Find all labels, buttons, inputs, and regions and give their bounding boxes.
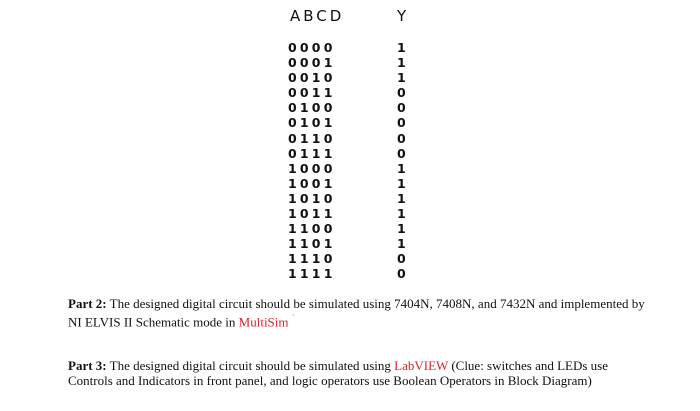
row-inputs: 0001 bbox=[288, 55, 336, 71]
row-inputs: 0110 bbox=[288, 130, 336, 146]
multisim-highlight: MultiSim bbox=[238, 314, 289, 330]
row-inputs: 0010 bbox=[288, 70, 336, 86]
table-row bbox=[284, 131, 424, 146]
row-output: 1 bbox=[397, 40, 406, 55]
row-inputs: 1010 bbox=[288, 190, 336, 206]
truth-table bbox=[284, 6, 424, 284]
table-row bbox=[284, 40, 424, 55]
table-row bbox=[284, 115, 424, 130]
row-output: 0 bbox=[397, 145, 406, 161]
table-row bbox=[284, 236, 424, 251]
row-output: 1 bbox=[397, 70, 406, 86]
table-row bbox=[284, 191, 424, 206]
table-row bbox=[284, 206, 424, 221]
row-output: 0 bbox=[397, 100, 406, 116]
row-output: 1 bbox=[397, 190, 406, 206]
row-inputs: 0011 bbox=[288, 85, 336, 101]
part2-label: Part 2: bbox=[68, 296, 107, 311]
row-output: 1 bbox=[397, 206, 406, 222]
row-inputs: 1011 bbox=[288, 206, 336, 222]
row-output: 0 bbox=[397, 85, 406, 101]
table-row bbox=[284, 251, 424, 266]
row-inputs: 1100 bbox=[288, 221, 336, 237]
row-inputs: 1110 bbox=[288, 251, 336, 267]
inputs-header: ABCD bbox=[290, 7, 345, 25]
row-inputs: 1001 bbox=[288, 175, 336, 191]
output-header: Y bbox=[397, 7, 410, 25]
table-row bbox=[284, 221, 424, 236]
part3-text-after: (Clue: switches and LEDs use Controls and Indicators in front panel, and logic operators use Boolean Operators in Block Diagram) bbox=[68, 358, 609, 388]
row-output: 1 bbox=[397, 175, 406, 191]
row-output: 0 bbox=[397, 115, 406, 131]
part3-paragraph bbox=[68, 358, 648, 388]
table-row bbox=[284, 100, 424, 115]
labview-highlight: LabVIEW bbox=[394, 358, 449, 373]
row-output: 1 bbox=[397, 221, 406, 237]
table-row bbox=[284, 146, 424, 161]
part2-paragraph bbox=[68, 296, 648, 329]
part2-text: The designed digital circuit should be simulated using 7404N, 7408N, and 7432N and implemented by NI ELVIS II Schematic mode in bbox=[68, 296, 645, 330]
row-inputs: 0101 bbox=[288, 115, 336, 131]
row-output: 0 bbox=[397, 266, 406, 282]
row-inputs: 0100 bbox=[288, 100, 336, 116]
table-row bbox=[284, 85, 424, 100]
row-output: 1 bbox=[397, 160, 406, 176]
table-row bbox=[284, 266, 424, 281]
part3-text-before: The designed digital circuit should be simulated using bbox=[106, 358, 395, 373]
table-row bbox=[284, 55, 424, 70]
table-row bbox=[284, 176, 424, 191]
row-inputs: 0111 bbox=[288, 145, 336, 161]
row-inputs: 1101 bbox=[288, 236, 336, 252]
table-row bbox=[284, 70, 424, 85]
row-output: 1 bbox=[397, 55, 406, 71]
row-output: 0 bbox=[397, 130, 406, 146]
table-row bbox=[284, 161, 424, 176]
row-inputs: 1000 bbox=[288, 160, 336, 176]
part2-trailing-mark: ´ bbox=[291, 313, 295, 323]
row-inputs: 0000 bbox=[288, 40, 336, 55]
truth-table-rows bbox=[284, 40, 424, 282]
row-output: 1 bbox=[397, 236, 406, 252]
row-inputs: 1111 bbox=[288, 266, 336, 282]
row-output: 0 bbox=[397, 251, 406, 267]
part3-label: Part 3: bbox=[68, 358, 107, 373]
